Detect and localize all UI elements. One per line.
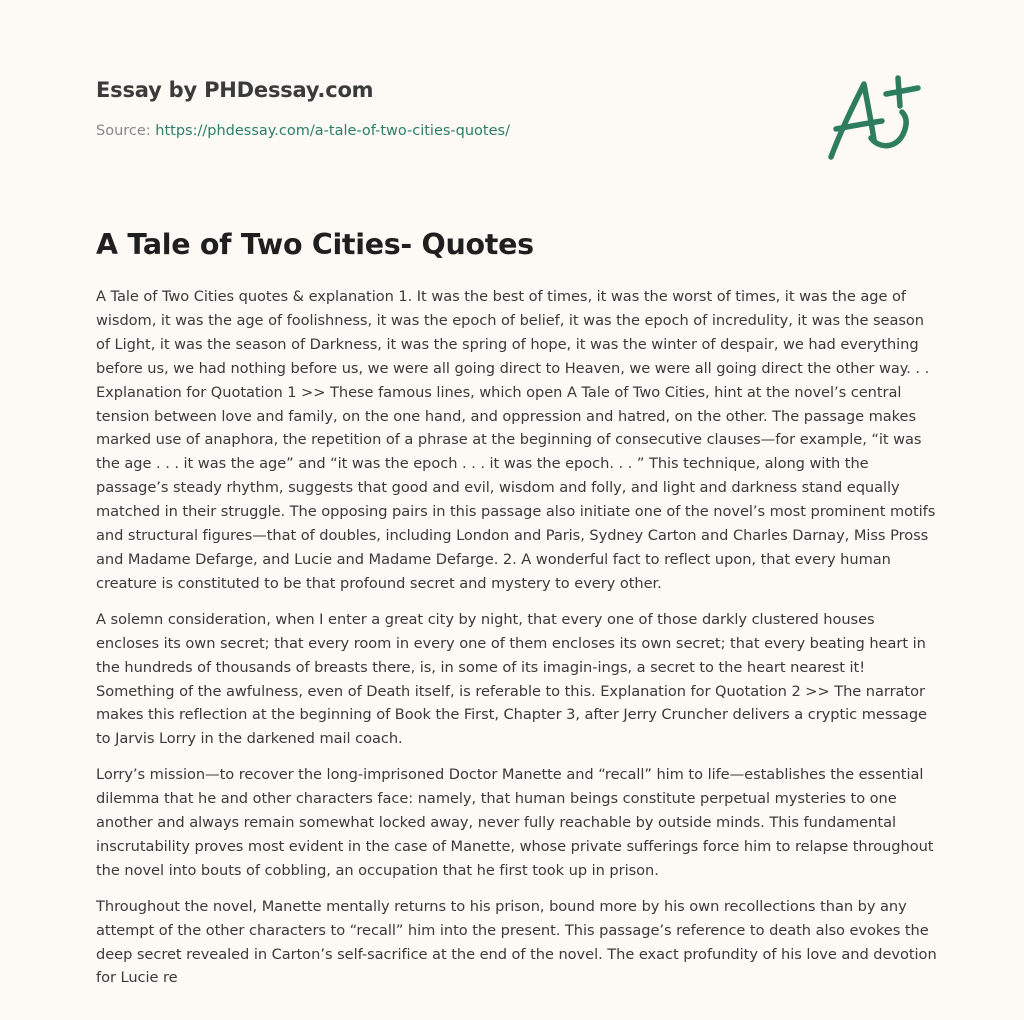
source-label: Source: <box>96 123 151 139</box>
article-paragraph: Throughout the novel, Manette mentally returns to his prison, bound more by his own recollections than by any attempt of the other characters to “recall” him into the present. This passage’s reference to death also evokes the deep secret revealed in Carton’s self-sacrifice at the end of the novel. The exact profundity of his love and devotion for Lucie re <box>96 897 937 987</box>
source-line <box>96 121 796 141</box>
article-title: A Tale of Two Cities- Quotes <box>96 228 534 261</box>
article-paragraph: A Tale of Two Cities quotes & explanation 1. It was the best of times, it was the worst of times, it was the age of wisdom, it was the age of foolishness, it was the epoch of belief, it was the epoch of incredulity, it was the season of Light, it was the season of Darkness, it was the spring of hope, it was the winter of despair, we had everything before us, we had nothing before us, we were all going direct to Heaven, we were all going direct the other way. . . Explanation for Quotation 1 >> These famous lines, which open A Tale of Two Cities, hint at the novel’s central tension between love and family, on the one hand, and oppression and hatred, on the other. The passage makes marked use of anaphora, the repetition of a phrase at the beginning of consecutive clauses—for example, “it was the age . . . it was the age” and “it was the epoch . . . it was the epoch. . . ” This technique, along with the passage’s steady rhythm, suggests that good and evil, wisdom and folly, and light and darkness stand equally matched in their struggle. The opposing pairs in this passage also initiate one of the novel’s most prominent motifs and structural figures—that of doubles, including London and Paris, Sydney Carton and Charles Darnay, Miss Pross and Madame Defarge, and Lucie and Madame Defarge. 2. A wonderful fact to reflect upon, that every human creature is constituted to be that profound secret and mystery to every other. <box>96 288 936 592</box>
a-plus-grade-icon <box>822 66 932 166</box>
brand-title: Essay by PHDessay.com <box>96 78 374 102</box>
page-header <box>96 76 796 141</box>
source-link[interactable]: https://phdessay.com/a-tale-of-two-cities-quotes/ <box>155 123 510 139</box>
article-body <box>96 285 938 1002</box>
article-paragraph: Lorry’s mission—to recover the long-imprisoned Doctor Manette and “recall” him to life—establishes the essential dilemma that he and other characters face: namely, that human beings constitute perpetual mysteries to one another and always remain somewhat locked away, never fully reachable by outside minds. This fundamental inscrutability proves most evident in the case of Manette, whose private sufferings force him to relapse throughout the novel into bouts of cobbling, an occupation that he first took up in prison. <box>96 766 934 879</box>
article-paragraph: A solemn consideration, when I enter a great city by night, that every one of those darkly clustered houses encloses its own secret; that every room in every one of them encloses its own secret; that every beating heart in the hundreds of thousands of breasts there, is, in some of its imagin-ings, a secret to the heart nearest it! Something of the awfulness, even of Death itself, is referable to this. Explanation for Quotation 2 >> The narrator makes this reflection at the beginning of Book the First, Chapter 3, after Jerry Cruncher delivers a cryptic message to Jarvis Lorry in the darkened mail coach. <box>96 610 927 748</box>
